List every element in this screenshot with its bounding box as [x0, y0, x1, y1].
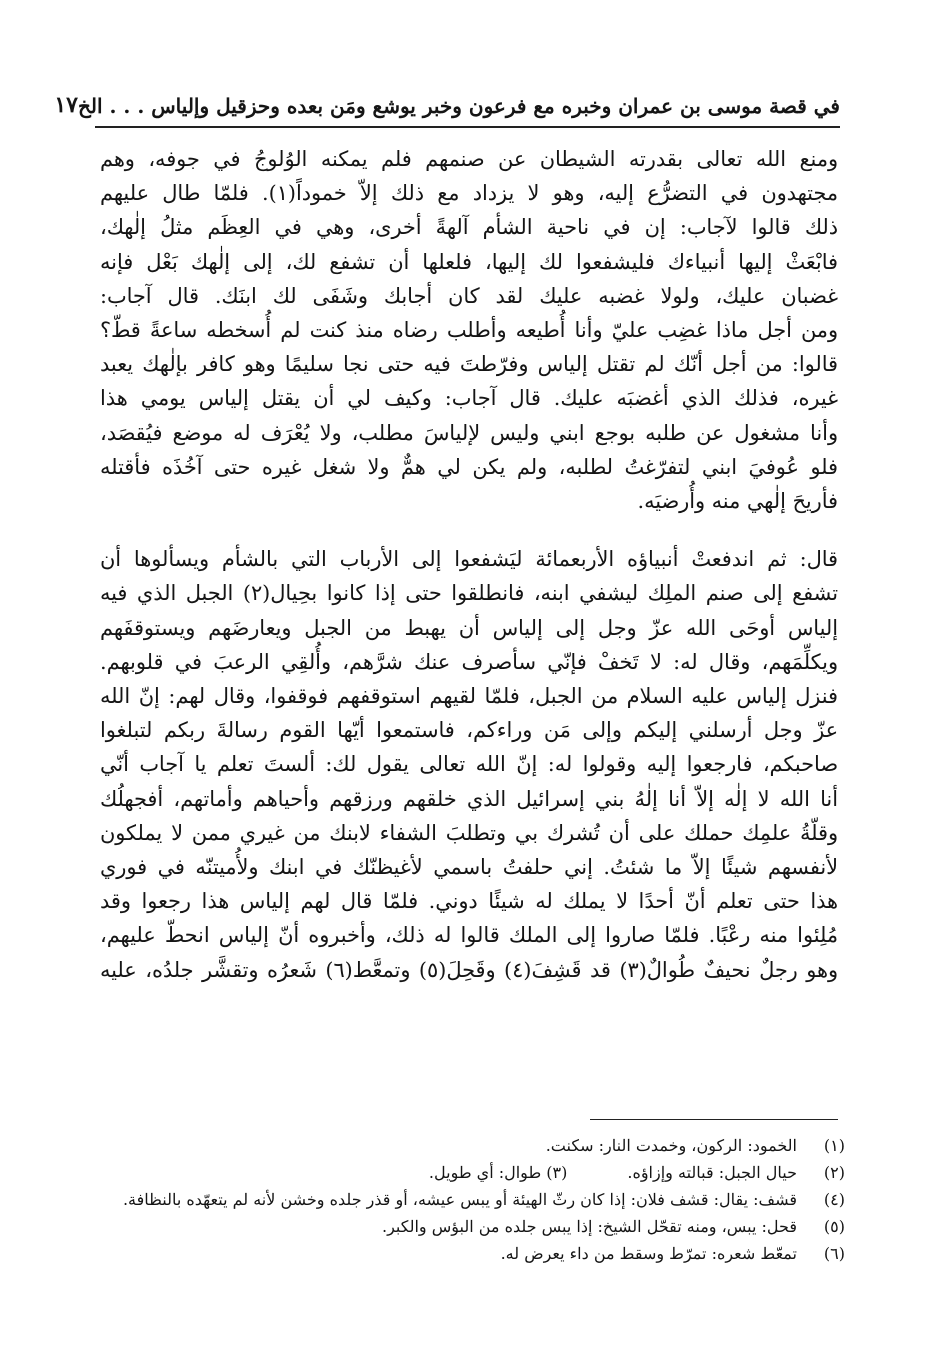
- paragraph-2: [100, 542, 838, 987]
- text-line: لأنفسهم شيئًا إلاّ ما شئتُ. إني حلفتُ باسمي لأغيظنّك في ابنك ولأُميتنّه في فوري: [100, 855, 838, 880]
- text-line: غيره، فذلك الذي أغضبَه عليك. قال آجاب: وكيف لي أن يقتل إلياس يومي هذا: [100, 386, 838, 411]
- text-line: هذا حتى تعلم أنّ أحدًا لا يملك له شيئًا دوني. فلمّا قال لهم إلياس هذا رجعوا وقد: [100, 889, 838, 914]
- text-line: تشفع إلى صنم الملِك ليشفي ابنه، فانطلقوا حتى إذا كانوا بحِيال(٢) الجبل الذي فيه: [100, 581, 839, 606]
- footnote-text-inline: (٣) طوال: أي طويل.: [428, 1163, 568, 1182]
- text-line: وهو رجلٌ نحيفٌ طُوالٌ(٣) قد قَشِفَ(٤) وقَحِلَ(٥) وتمعَّط(٦) شَعرُه وتقشَّر جلدُه، عليه: [100, 957, 839, 982]
- text-line: ويكلِّمَهم، وقال له: لا تَخفْ فإنّي سأصرف عنك شرَّهم، وأُلقِي الرعبَ في قلوبهم.: [100, 649, 838, 674]
- page-number: ١٧: [54, 92, 78, 118]
- text-line: فلو عُوفيَ ابني لتفرّغتُ لطلبه، ولم يكن لي همٌّ ولا شغل غيره حتى آخُذَه فأقتله: [100, 454, 838, 479]
- footnote-number: (٢): [823, 1163, 845, 1182]
- footnote-number: (٤): [823, 1190, 845, 1209]
- text-line: وقلّةُ علمِك حملك على أن تُشرك بي وتطلبَ الشفاء لابنك من غيري ممن لا يملكون: [100, 820, 838, 845]
- footnotes: [100, 1132, 845, 1267]
- footnote: [100, 1213, 845, 1240]
- paragraph-gap: [100, 518, 838, 542]
- text-line: مُلِئوا منه رعْبًا. فلمّا صاروا إلى الملك قالوا له ذلك، وأخبروه أنّ إلياس انحطّ عليهم،: [100, 923, 838, 948]
- footnote-text: قحل: يبس، ومنه تقحّل الشيخ: إذا يبس جلده من البؤس والكبر.: [381, 1217, 797, 1236]
- text-line: قال: ثم اندفعتْ أنبياؤه الأربعمائة ليَشفعوا إلى الأرباب التي بالشأم ويسألوها أن: [100, 547, 838, 572]
- text-line: فابْعَثْ إليها أنبياءك فليشفعوا لك إليها، فلعلها أن تشفع لك، إلى إلٰهك بَعْل فإنه: [100, 249, 838, 274]
- paragraph-1: [100, 142, 838, 518]
- text-line: غضبان عليك، ولولا غضبه عليك لقد كان أجابك وشَفَى لك ابنَك. قال آجاب:: [100, 283, 838, 308]
- footnote-text: حيال الجبل: قبالته وإزاؤه.: [627, 1163, 797, 1182]
- text-line: فأريحَ إلٰهي منه وأُرضيَه.: [637, 489, 838, 514]
- running-title: في قصة موسى بن عمران وخبره مع فرعون وخبر يوشع ومَن بعده وحزقيل وإلياس . . . الخ: [77, 94, 840, 118]
- text-line: ذلك قالوا لآجاب: إن في ناحية الشأم آلهةً أخرى، وهي في العِظَم مثلُ إلٰهك،: [100, 215, 838, 240]
- footnote-number: (١): [823, 1136, 845, 1155]
- text-line: ومنع الله تعالى بقدرته الشيطان عن صنمهم فلم يمكنه الوُلوجُ في جوفه، وهم: [100, 147, 838, 171]
- text-line: مجتهدون في التضرُّع إليه، وهو لا يزداد مع ذلك إلاّ خموداً(١). فلمّا طال عليهم: [100, 181, 838, 206]
- text-line: إلياس أوحَى الله عزّ وجل إلى إلياس أن يهبط من الجبل ويعارضَهم ويستوقفَهم: [100, 615, 838, 640]
- footnote: [100, 1240, 845, 1267]
- main-text: [100, 142, 838, 987]
- footnote: [100, 1132, 845, 1159]
- text-line: فنزل إلياس عليه السلام من الجبل، فلمّا لقيهم استوقفهم فوقفوا، وقال لهم: إنّ الله: [100, 684, 838, 709]
- text-line: وأنا مشغول عن طلبه بوجع ابني وليس لإلياسَ مطلب، ولا يُعْرَف له موضع فيُقصَد،: [100, 420, 838, 445]
- running-header: [54, 84, 840, 128]
- text-line: صاحبكم، فارجعوا إليه وقولوا له: إنّ الله تعالى يقول لك: ألستَ تعلم يا آجاب أنّي: [100, 752, 838, 777]
- text-line: قالوا: من أجل أنّك لم تقتل إلياس وفرّطتَ فيه حتى نجا سليمًا وهو كافر بإلٰهك يعبد: [100, 352, 838, 377]
- footnote-divider: [590, 1119, 838, 1120]
- footnote: [100, 1159, 845, 1186]
- footnote-text: قشف: يقال: قشف فلان: إذا كان رثّ الهيئة أو يبس عيشه، أو قذر جلده وخشن لأنه لم يتعهّده بالنظافة.: [122, 1190, 797, 1209]
- footnote-number: (٦): [823, 1244, 845, 1263]
- footnote-text: تمعّط شعره: تمرّط وسقط من داء يعرض له.: [500, 1244, 797, 1263]
- footnote: [100, 1186, 845, 1213]
- text-line: أنا الله لا إلٰه إلاّ أنا إلٰهُ بني إسرائيل الذي خلقهم ورزقهم وأحياهم وأماتهم، أفجهلُك: [100, 786, 838, 811]
- footnote-text: الخمود: الركون، وخمدت النار: سكنت.: [545, 1136, 797, 1155]
- footnote-number: (٥): [823, 1217, 845, 1236]
- text-line: عزّ وجل أرسلني إليكم وإلى مَن وراءكم، فاستمعوا أيّها القوم رسالةَ ربكم لتبلغوا: [100, 718, 838, 743]
- text-line: ومن أجل ماذا غضِب عليّ وأنا أُطيعه وأطلب رضاه منذ كنت لم أُسخطه ساعةً قطّ؟: [100, 318, 838, 343]
